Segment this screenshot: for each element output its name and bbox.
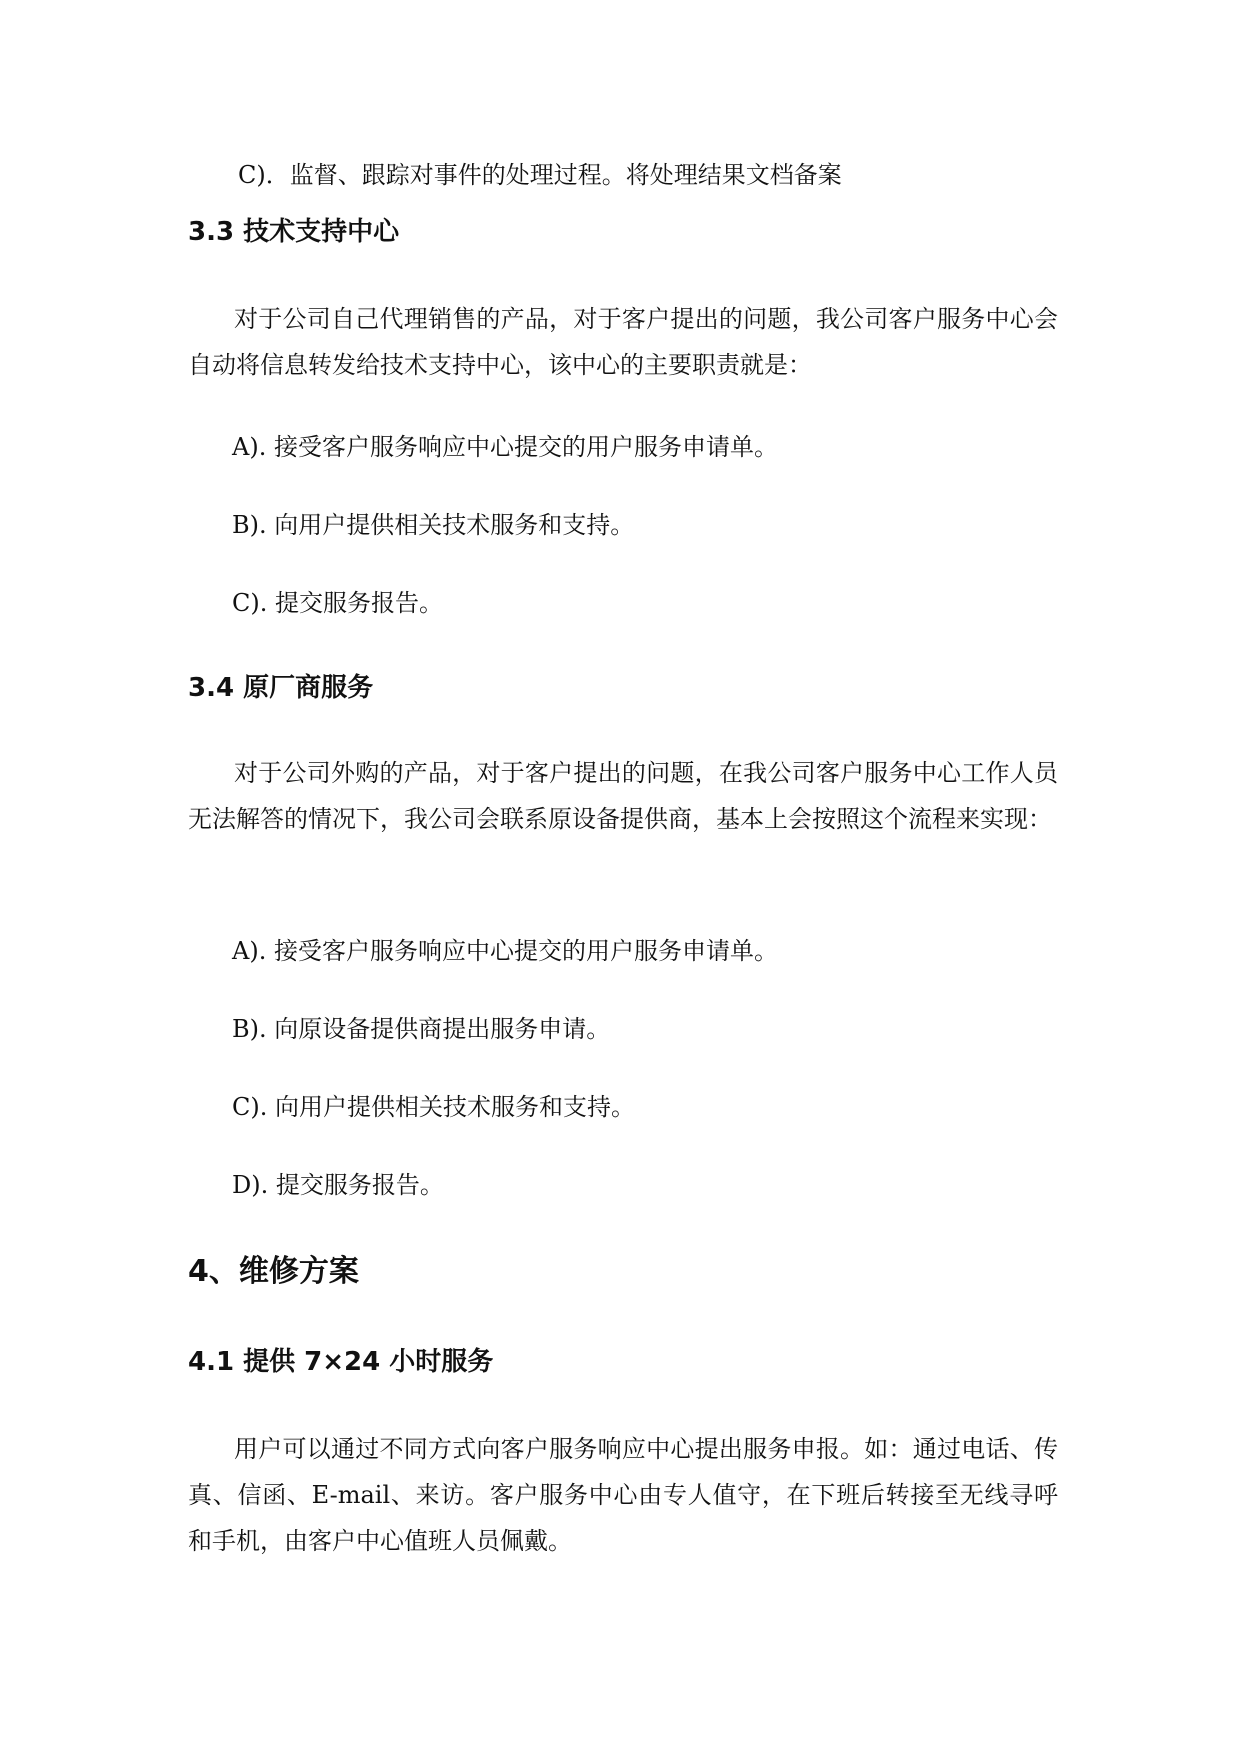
section-heading-3-4: 3.4 原厂商服务 [188, 673, 374, 703]
list-item: B). 向用户提供相关技术服务和支持。 [232, 511, 635, 539]
list-item: D). 提交服务报告。 [232, 1171, 444, 1199]
section-4-1-intro: 用户可以通过不同方式向客户服务响应中心提出服务申报。如：通过电话、传真、信函、E-mail、来访。客户服务中心由专人值守，在下班后转接至无线寻呼和手机，由客户中心值班人员佩戴。 [188, 1435, 1058, 1555]
list-item: B). 向原设备提供商提出服务申请。 [232, 1015, 611, 1043]
list-item-top-c: C)．监督、跟踪对事件的处理过程。将处理结果文档备案 [238, 161, 842, 189]
list-item: C). 提交服务报告。 [232, 589, 443, 617]
list-item: A). 接受客户服务响应中心提交的用户服务申请单。 [232, 937, 778, 965]
list-item: A). 接受客户服务响应中心提交的用户服务申请单。 [232, 433, 778, 461]
section-heading-4: 4、维修方案 [188, 1254, 359, 1289]
section-3-3-intro: 对于公司自己代理销售的产品，对于客户提出的问题，我公司客户服务中心会自动将信息转发给技术支持中心，该中心的主要职责就是： [188, 305, 1058, 379]
section-heading-3-3: 3.3 技术支持中心 [188, 217, 400, 247]
list-item: C). 向用户提供相关技术服务和支持。 [232, 1093, 635, 1121]
section-heading-4-1: 4.1 提供 7×24 小时服务 [188, 1347, 494, 1377]
section-3-4-intro: 对于公司外购的产品，对于客户提出的问题，在我公司客户服务中心工作人员无法解答的情况下，我公司会联系原设备提供商，基本上会按照这个流程来实现： [188, 759, 1058, 833]
